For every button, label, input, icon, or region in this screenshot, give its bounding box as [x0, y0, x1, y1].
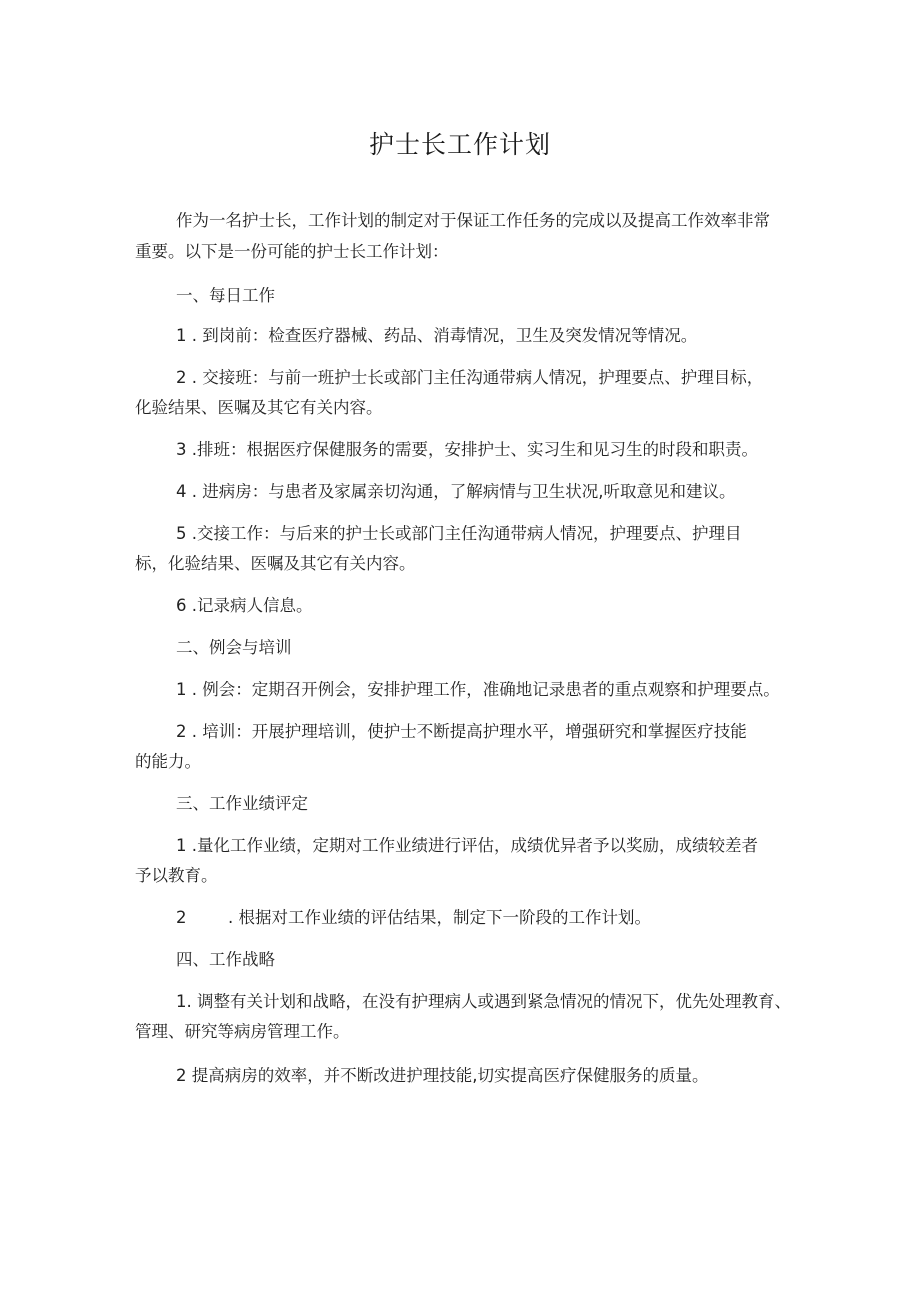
- strategy-item-2: 2 提高病房的效率，并不断改进护理技能,切实提高医疗保健服务的质量。: [176, 1066, 709, 1085]
- daily-item-2-line-2: 化验结果、医嘱及其它有关内容。: [135, 398, 383, 417]
- meeting-item-2-line-2: 的能力。: [135, 752, 201, 771]
- strategy-item-1-line-2: 管理、研究等病房管理工作。: [135, 1022, 350, 1041]
- strategy-item-1-line-1: 1. 调整有关计划和战略，在没有护理病人或遇到紧急情况的情况下，优先处理教育、: [176, 992, 791, 1011]
- intro-line-2: 重要。以下是一份可能的护士长工作计划：: [135, 242, 449, 261]
- daily-item-1: 1 . 到岗前：检查医疗器械、药品、消毒情况，卫生及突发情况等情况。: [176, 326, 698, 345]
- daily-item-2-line-1: 2 . 交接班：与前一班护士长或部门主任沟通带病人情况，护理要点、护理目标，: [176, 368, 764, 387]
- section-heading-performance: 三、工作业绩评定: [176, 794, 308, 813]
- performance-item-1-line-2: 予以教育。: [135, 866, 218, 885]
- intro-line-1: 作为一名护士长，工作计划的制定对于保证工作任务的完成以及提高工作效率非常: [176, 211, 770, 230]
- section-heading-meetings-training: 二、例会与培训: [176, 638, 292, 657]
- meeting-item-2-line-1: 2 . 培训：开展护理培训，使护士不断提高护理水平，增强研究和掌握医疗技能: [176, 722, 747, 741]
- daily-item-6: 6 .记录病人信息。: [176, 596, 313, 615]
- performance-item-2-text: . 根据对工作业绩的评估结果，制定下一阶段的工作计划。: [228, 908, 651, 927]
- document-title: 护士长工作计划: [368, 130, 551, 159]
- performance-item-1-line-1: 1 .量化工作业绩，定期对工作业绩进行评估，成绩优异者予以奖励，成绩较差者: [176, 836, 758, 855]
- daily-item-5-line-2: 标，化验结果、医嘱及其它有关内容。: [135, 554, 416, 573]
- performance-item-2: [176, 907, 651, 929]
- daily-item-4: 4 . 进病房：与患者及家属亲切沟通，了解病情与卫生状况,听取意见和建议。: [176, 482, 736, 501]
- daily-item-3: 3 .排班：根据医疗保健服务的需要，安排护士、实习生和见习生的时段和职责。: [176, 440, 758, 459]
- daily-item-5-line-1: 5 .交接工作：与后来的护士长或部门主任沟通带病人情况，护理要点、护理目: [176, 524, 742, 543]
- section-heading-strategy: 四、工作战略: [176, 950, 275, 969]
- section-heading-daily-work: 一、每日工作: [176, 286, 275, 305]
- performance-item-2-number: 2: [176, 908, 187, 927]
- meeting-item-1: 1 . 例会：定期召开例会，安排护理工作，准确地记录患者的重点观察和护理要点。: [176, 680, 780, 699]
